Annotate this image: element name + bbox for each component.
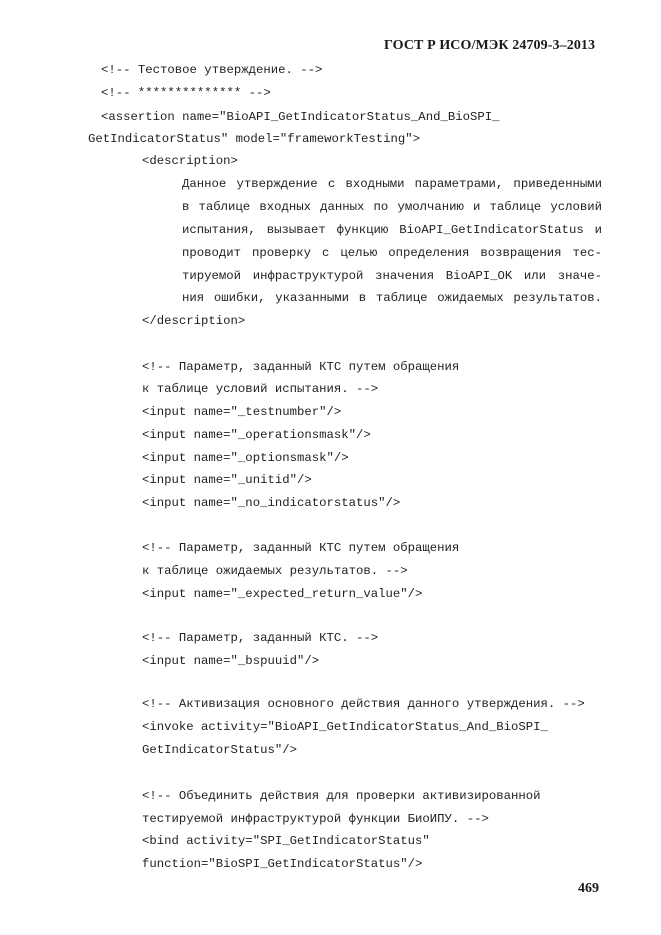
- code-line: <input name="_optionsmask"/>: [142, 451, 349, 465]
- code-line: <!-- Объединить действия для проверки активизированной: [142, 789, 541, 803]
- code-line: <assertion name="BioAPI_GetIndicatorStatus_And_BioSPI_: [101, 110, 500, 124]
- code-line: GetIndicatorStatus"/>: [142, 743, 297, 757]
- code-line: function="BioSPI_GetIndicatorStatus"/>: [142, 857, 423, 871]
- code-line: тестируемой инфраструктурой функции БиоИПУ. -->: [142, 812, 489, 826]
- code-line: <invoke activity="BioAPI_GetIndicatorStatus_And_BioSPI_: [142, 720, 548, 734]
- code-line: <description>: [142, 154, 238, 168]
- code-line: <input name="_testnumber"/>: [142, 405, 342, 419]
- code-line: <input name="_unitid"/>: [142, 473, 312, 487]
- code-line: <input name="_expected_return_value"/>: [142, 587, 423, 601]
- code-line: <!-- ************** -->: [101, 86, 271, 100]
- code-line: <!-- Параметр, заданный КТС. -->: [142, 631, 379, 645]
- code-line: <input name="_operationsmask"/>: [142, 428, 371, 442]
- code-line: <!-- Тестовое утверждение. -->: [101, 63, 323, 77]
- code-line: <!-- Параметр, заданный КТС путем обращения: [142, 541, 460, 555]
- code-line: в таблице входных данных по умолчанию и таблице условий: [182, 200, 602, 214]
- code-line: Данное утверждение с входными параметрами, приведенными: [182, 177, 602, 191]
- code-line: испытания, вызывает функцию BioAPI_GetIndicatorStatus и: [182, 223, 602, 237]
- code-line: к таблице условий испытания. -->: [142, 382, 379, 396]
- code-line: <input name="_bspuuid"/>: [142, 654, 320, 668]
- code-line: к таблице ожидаемых результатов. -->: [142, 564, 408, 578]
- page-number: 469: [578, 881, 599, 896]
- standard-header: ГОСТ Р ИСО/МЭК 24709-3–2013: [384, 38, 596, 53]
- code-line: GetIndicatorStatus" model="frameworkTesting">: [88, 132, 421, 146]
- code-line: <bind activity="SPI_GetIndicatorStatus": [142, 834, 430, 848]
- code-line: <input name="_no_indicatorstatus"/>: [142, 496, 401, 510]
- code-line: тируемой инфраструктурой значения BioAPI_OK или значе-: [182, 269, 602, 283]
- code-line: <!-- Параметр, заданный КТС путем обращения: [142, 360, 460, 374]
- code-line: проводит проверку с целью определения возвращения тес-: [182, 246, 602, 260]
- code-line: </description>: [142, 314, 246, 328]
- code-line: <!-- Активизация основного действия данного утверждения. -->: [142, 697, 585, 711]
- code-line: ния ошибки, указанными в таблице ожидаемых результатов.: [182, 291, 602, 305]
